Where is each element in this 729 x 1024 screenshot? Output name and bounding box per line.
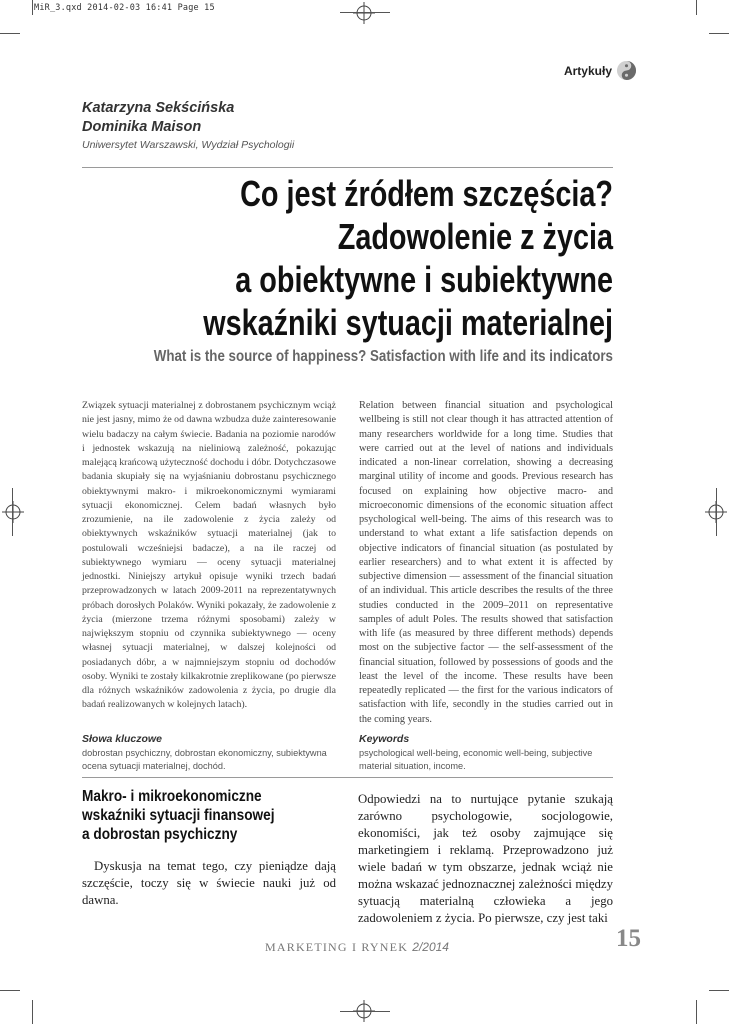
registration-mark-icon (353, 2, 375, 24)
crop-mark (32, 0, 33, 15)
crop-mark (716, 488, 717, 536)
keywords-polish (82, 733, 332, 772)
yin-yang-icon (616, 60, 637, 81)
author-block (82, 99, 294, 151)
section-label: Artykuły (563, 64, 612, 78)
heading-line: a dobrostan psychiczny (82, 826, 238, 843)
registration-mark-icon (2, 501, 24, 523)
journal-name: MARKETING I RYNEK (265, 940, 409, 954)
title-line: wskaźniki sytuacji materialnej (203, 302, 613, 343)
heading-line: Makro- i mikroekonomiczne (82, 788, 262, 805)
abstract-polish: Związek sytuacji materialnej z dobrostanem psychicznym wciąż nie jest jasny, mimo że od dawna wzbudza duże zainteresowanie wielu badaczy na całym świecie. Badania na poziomie narodów i jednostek wskazują na nieliniową zależność, pokazując malejącą krańcową użyteczność dochodu i dóbr. Dotychczasowe badania skupiały się na wyjaśnianiu dobrostanu psychicznego obiektywnymi makro- i mikroekonomicznymi wymiarami sytuacji ekonomicznej. Celem badań własnych było zrozumienie, na ile zadowolenie z życia zależy od obiektywnych wskaźników sytuacji materialnej (jak to postulowali wcześniejsi badacze), a na ile raczej od subiektywnego wymiaru — oceny sytuacji materialnej jednostki. Niniejszy artykuł opisuje wyniki trzech badań przeprowadzonych w latach 2009-2011 na reprezentatywnych próbach dorosłych Polaków. Wyniki pokazały, że zadowolenie z życia (mierzone trzema różnymi sposobami) zależy w największym stopniu od czynnika subiektywnego — oceny własnej sytuacji materialnej, w dalszej kolejności od posiadanych dóbr, a w najmniejszym stopniu od dochodów osoby. Wyniki te zostały kilkakrotnie zreplikowane (po pierwsze dla różnych wskaźników zadowolenia z życia, po drugie dla badań realizowanych w kolejnych latach). (82, 400, 336, 711)
crop-mark (696, 1000, 697, 1024)
abstract-english: Relation between financial situation and psychological wellbeing is still not clear though it has attracted attention of many researchers worldwide for a long time. Studies that were carried out at the level of nations and individuals indicated a non-linear correlation, showing a decreasing marginal utility of income and goods. Previous research has focused on explaining how objective macro- and microeconomic dimensions of the economic situation affect psychological well-being. The aims of this research was to understand to what extant a life satisfaction depends on objective indicators of financial situation (as postulated by earlier researchers) and to what extent it is affected by subjective dimension — assessment of the financial situation of an individual. This article describes the results of the three studies conducted in the 2009–2011 on representative samples of adult Poles. The results showed that satisfaction with life (as measured by three different methods) depends most on the subjective factor — the self-assessment of the financial situation, followed by possessions of goods and the least the level of the income. These results have been repeatedly replicated — the first for the various indicators of satisfaction with life, secondly in the studies carried out in the coming years. (359, 400, 613, 725)
crop-mark (709, 33, 729, 34)
heading-line: wskaźniki sytuacji finansowej (82, 807, 275, 824)
article-subtitle: What is the source of happiness? Satisfaction with life and its indicators (153, 348, 613, 365)
crop-mark (696, 0, 697, 15)
affiliation: Uniwersytet Warszawski, Wydział Psychologii (82, 139, 295, 151)
article-title (165, 172, 613, 344)
print-slug: MiR_3.qxd 2014-02-03 16:41 Page 15 (34, 3, 215, 13)
crop-mark (340, 1011, 390, 1012)
divider (82, 777, 613, 778)
crop-mark (709, 990, 729, 991)
journal-issue: 2/2014 (412, 940, 449, 954)
crop-mark (0, 990, 20, 991)
author-name: Katarzyna Sekścińska (82, 100, 235, 116)
body-paragraph: Odpowiedzi na to nurtujące pytanie szukają zarówno psychologowie, socjologowie, ekonomiści, jak też osoby zajmujące się marketingiem i reklamą. Przeprowadzono już wiele badań w tym obszarze, jednak wciąż nie można wskazać jednoznacznej zależności między sytuacją materialną człowieka a jego zadowoleniem z życia. Po pierwsze, czy jest taki (358, 792, 613, 925)
keywords-english (359, 733, 609, 772)
keywords-text: dobrostan psychiczny, dobrostan ekonomiczny, subiektywna ocena sytuacji materialnej, dochód. (82, 748, 327, 771)
keywords-label: Keywords (359, 733, 410, 745)
title-line: Zadowolenie z życia (337, 216, 613, 257)
title-line: Co jest źródłem szczęścia? (240, 173, 613, 214)
section-heading (82, 787, 311, 844)
crop-mark (0, 33, 20, 34)
page-number: 15 (616, 925, 641, 952)
crop-mark (340, 12, 390, 13)
keywords-label: Słowa kluczowe (82, 733, 162, 745)
crop-mark (32, 1000, 33, 1024)
divider (82, 167, 613, 168)
title-line: a obiektywne i subiektywne (235, 259, 613, 300)
crop-mark (12, 488, 13, 536)
journal-footer (265, 940, 449, 955)
author-name: Dominika Maison (82, 119, 202, 135)
body-paragraph: Dyskusja na temat tego, czy pieniądze dają szczęście, toczy się w świecie nauki już od dawna. (82, 859, 336, 907)
keywords-text: psychological well-being, economic well-being, subjective material situation, income. (359, 748, 593, 771)
